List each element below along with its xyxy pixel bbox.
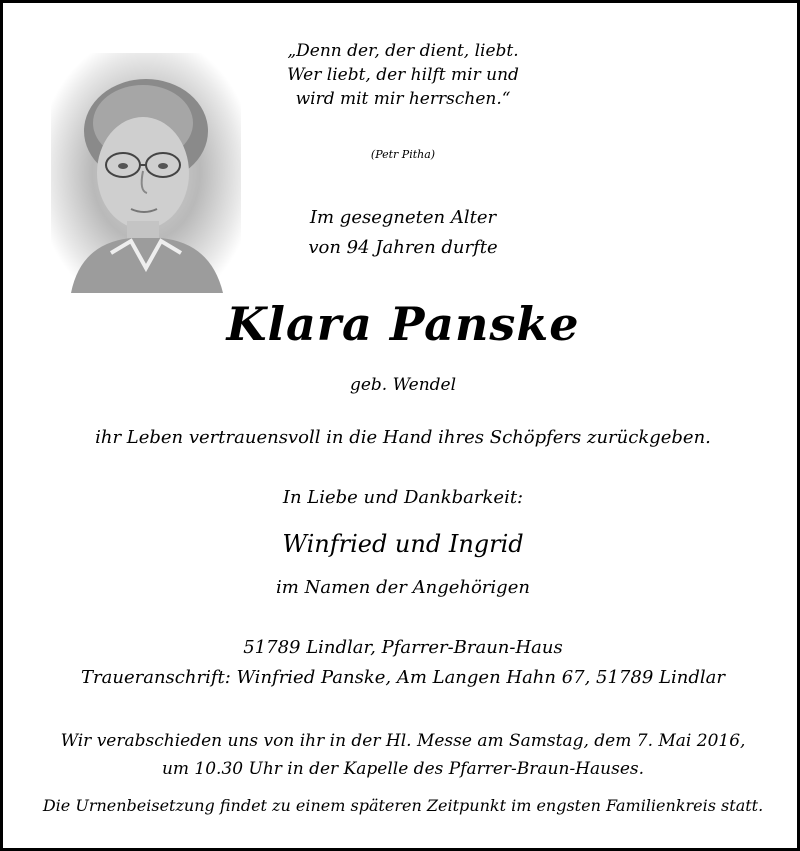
- quote-line: wird mit mir herrschen.“: [295, 89, 511, 109]
- urn-burial-note: Die Urnenbeisetzung findet zu einem späteren Zeitpunkt im engsten Familienkreis statt.: [42, 796, 764, 815]
- age-line-2: von 94 Jahren durfte: [308, 237, 498, 258]
- quote-line: Wer liebt, der hilft mir und: [287, 65, 519, 85]
- mourner-names: Winfried und Ingrid: [282, 530, 524, 558]
- address-line-1: 51789 Lindlar, Pfarrer-Braun-Haus: [243, 637, 563, 658]
- thanks-intro: In Liebe und Dankbarkeit:: [282, 487, 524, 508]
- quote-author: (Petr Pitha): [370, 148, 436, 161]
- service-line-2: um 10.30 Uhr in der Kapelle des Pfarrer-Braun-Hauses.: [161, 759, 645, 779]
- quote-block: [103, 39, 703, 111]
- deceased-name: Klara Panske: [226, 297, 580, 351]
- service-line-1: Wir verabschieden uns von ihr in der Hl. Messe am Samstag, dem 7. Mai 2016,: [60, 731, 746, 751]
- mourning-address: Traueranschrift: Winfried Panske, Am Langen Hahn 67, 51789 Lindlar: [81, 667, 725, 688]
- life-statement: ihr Leben vertrauensvoll in die Hand ihres Schöpfers zurückgeben.: [95, 427, 711, 448]
- quote-line: „Denn der, der dient, liebt.: [287, 41, 519, 61]
- age-line-1: Im gesegneten Alter: [309, 207, 497, 228]
- birth-name: geb. Wendel: [349, 375, 457, 395]
- on-behalf-line: im Namen der Angehörigen: [276, 577, 530, 598]
